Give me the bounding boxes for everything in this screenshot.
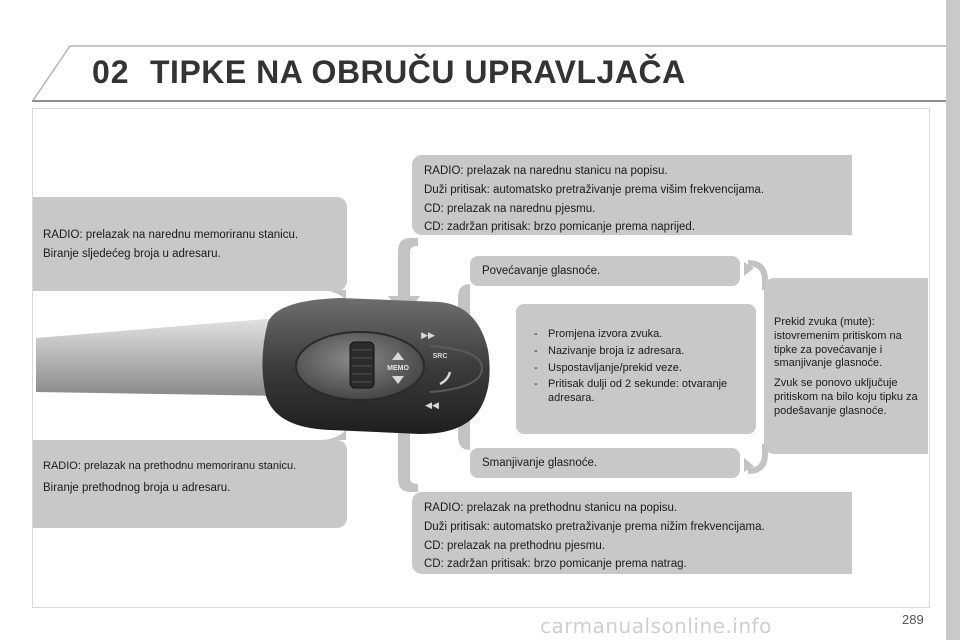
watermark: carmanualsonline.info: [540, 614, 772, 638]
text-line: Prekid zvuka (mute): istovremenim pritiskom na tipke za povećavanje i smanjivanje glasnoće.: [774, 316, 902, 370]
box-previous-station: [412, 492, 852, 574]
page-title: TIPKE NA OBRUČU UPRAVLJAČA: [150, 54, 686, 90]
text-line: CD: prelazak na prethodnu pjesmu.: [424, 539, 605, 552]
text-line: Duži pritisak: automatsko pretraživanje prema višim frekvencijama.: [424, 183, 765, 196]
text-line: Povećavanje glasnoće.: [482, 265, 601, 277]
text-line: RADIO: prelazak na narednu stanicu na popisu.: [424, 165, 668, 177]
control-head: [262, 298, 489, 434]
box-source-phone: [516, 304, 756, 434]
text-line: CD: prelazak na narednu pjesmu.: [424, 202, 596, 215]
next-symbol: ▶▶: [421, 331, 435, 341]
src-label: SRC: [432, 353, 448, 360]
chapter-number: 02: [92, 54, 130, 90]
box-volume-up: [470, 256, 740, 286]
text-line: RADIO: prelazak na narednu memoriranu stanicu.: [43, 229, 299, 241]
text-line: Biranje prethodnog broja u adresaru.: [43, 481, 231, 494]
box-next-memory: [33, 197, 347, 291]
list-item: - Promjena izvora zvuka.: [524, 328, 748, 342]
text-line: RADIO: prelazak na prethodnu memoriranu stanicu.: [43, 460, 297, 472]
list-item: - Pritisak dulji od 2 sekunde: otvaranje adresara.: [524, 378, 748, 406]
text-line: CD: zadržan pritisak: brzo pomicanje prema natrag.: [424, 558, 687, 571]
box-previous-memory: [33, 440, 347, 528]
text-line: Duži pritisak: automatsko pretraživanje prema nižim frekvencijama.: [424, 520, 765, 533]
text-line: Zvuk se ponovo uključuje pritiskom na bilo koju tipku za podešavanje glasnoće.: [774, 377, 918, 417]
text-line: RADIO: prelazak na prethodnu stanicu na popisu.: [424, 502, 678, 514]
memo-label: MEMO: [387, 365, 409, 372]
box-next-station: [412, 155, 852, 235]
stalk-shaft: [36, 318, 282, 396]
box-mute: [764, 278, 928, 454]
text-line: Biranje sljedećeg broja u adresaru.: [43, 247, 221, 260]
text-line: Smanjivanje glasnoće.: [482, 457, 598, 469]
text-line: CD: zadržan pritisak: brzo pomicanje prema naprijed.: [424, 221, 696, 234]
page-number: 289: [902, 612, 924, 627]
list-item: - Uspostavljanje/prekid veze.: [524, 362, 748, 376]
prev-symbol: ◀◀: [425, 401, 439, 411]
list-item: - Nazivanje broja iz adresara.: [524, 345, 748, 359]
box-volume-down: [470, 448, 740, 478]
